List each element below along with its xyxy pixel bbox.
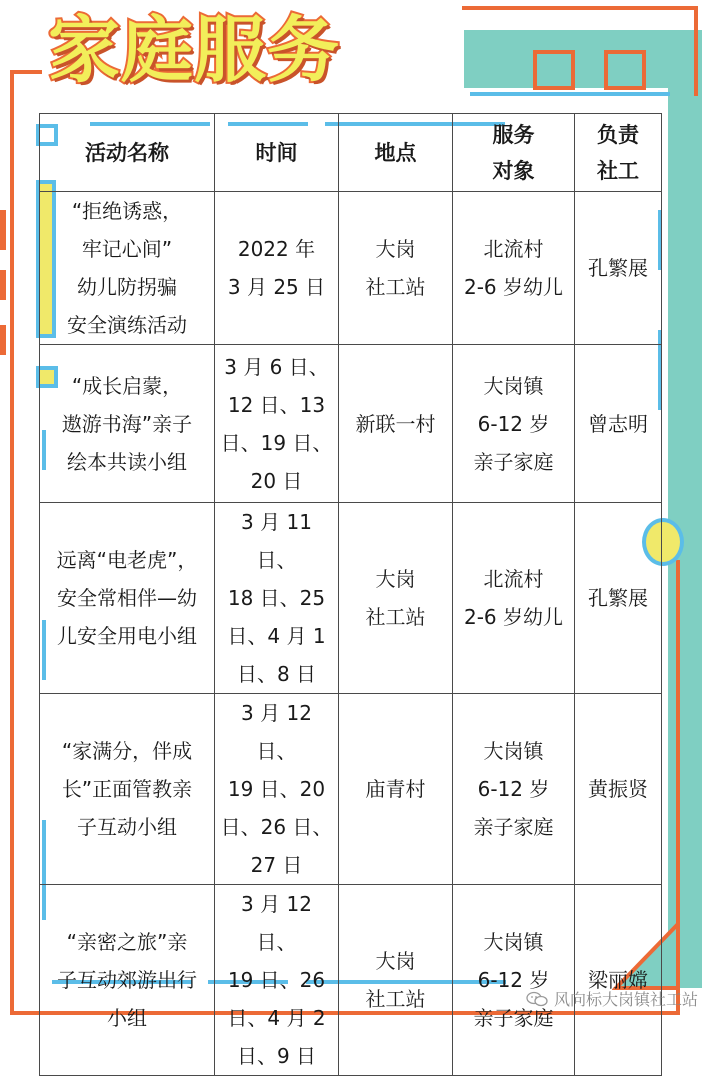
- cell-time: 3 月 12 日、 19 日、20 日、26 日、 27 日: [215, 694, 339, 885]
- orange-dash-left-3: [0, 325, 6, 355]
- cell-time: 3 月 12 日、 19 日、26 日、4 月 2 日、9 日: [215, 885, 339, 1076]
- cell-service-target: 大岗镇 6-12 岁 亲子家庭: [453, 885, 575, 1076]
- cell-activity-name: “亲密之旅”亲 子互动郊游出行 小组: [40, 885, 215, 1076]
- page-title: 家庭服务: [48, 8, 341, 92]
- cell-location: 大岗 社工站: [339, 503, 453, 694]
- orange-dash-left-2: [0, 270, 6, 300]
- cell-social-worker: 梁丽嫦: [575, 885, 662, 1076]
- cell-time: 3 月 6 日、 12 日、13 日、19 日、 20 日: [215, 345, 339, 503]
- teal-block-top: [464, 30, 702, 88]
- table-row: [40, 694, 662, 885]
- orange-frame-left: [10, 70, 14, 1015]
- cell-activity-name: “家满分，伴成 长”正面管教亲 子互动小组: [40, 694, 215, 885]
- cell-service-target: 大岗镇 6-12 岁 亲子家庭: [453, 345, 575, 503]
- cell-activity-name: “成长启蒙， 遨游书海”亲子 绘本共读小组: [40, 345, 215, 503]
- table-header-row: [40, 114, 662, 192]
- orange-frame-top-right: [462, 6, 698, 10]
- orange-square-2: [604, 50, 646, 90]
- header-time: 时间: [215, 114, 339, 192]
- cell-service-target: 大岗镇 6-12 岁 亲子家庭: [453, 694, 575, 885]
- orange-frame-top-left: [10, 70, 42, 74]
- table-row: [40, 192, 662, 345]
- table-row: [40, 503, 662, 694]
- cell-service-target: 北流村 2-6 岁幼儿: [453, 192, 575, 345]
- cell-social-worker: 孔繁展: [575, 192, 662, 345]
- wechat-icon: [526, 991, 548, 1007]
- cell-location: 新联一村: [339, 345, 453, 503]
- cell-location: 大岗 社工站: [339, 192, 453, 345]
- cell-service-target: 北流村 2-6 岁幼儿: [453, 503, 575, 694]
- header-service-target: 服务 对象: [453, 114, 575, 192]
- orange-dash-left-1: [0, 210, 6, 250]
- cell-location: 大岗 社工站: [339, 885, 453, 1076]
- orange-square-1: [533, 50, 575, 90]
- footer-text: 风向标大岗镇社工站: [553, 990, 698, 1009]
- cell-time: 3 月 11 日、 18 日、25 日、4 月 1 日、8 日: [215, 503, 339, 694]
- footer-watermark: [526, 987, 698, 1010]
- header-location: 地点: [339, 114, 453, 192]
- cell-time: 2022 年 3 月 25 日: [215, 192, 339, 345]
- cell-activity-name: 远离“电老虎”， 安全常相伴—幼 儿安全用电小组: [40, 503, 215, 694]
- blue-frame-top: [470, 92, 670, 96]
- cell-social-worker: 曾志明: [575, 345, 662, 503]
- cell-social-worker: 孔繁展: [575, 503, 662, 694]
- orange-frame-right-upper: [694, 6, 698, 96]
- table-row: [40, 885, 662, 1076]
- service-table: [39, 113, 662, 1076]
- header-social-worker: 负责 社工: [575, 114, 662, 192]
- header-activity-name: 活动名称: [40, 114, 215, 192]
- cell-activity-name: “拒绝诱惑， 牢记心间” 幼儿防拐骗 安全演练活动: [40, 192, 215, 345]
- table-row: [40, 345, 662, 503]
- cell-social-worker: 黄振贤: [575, 694, 662, 885]
- cell-location: 庙青村: [339, 694, 453, 885]
